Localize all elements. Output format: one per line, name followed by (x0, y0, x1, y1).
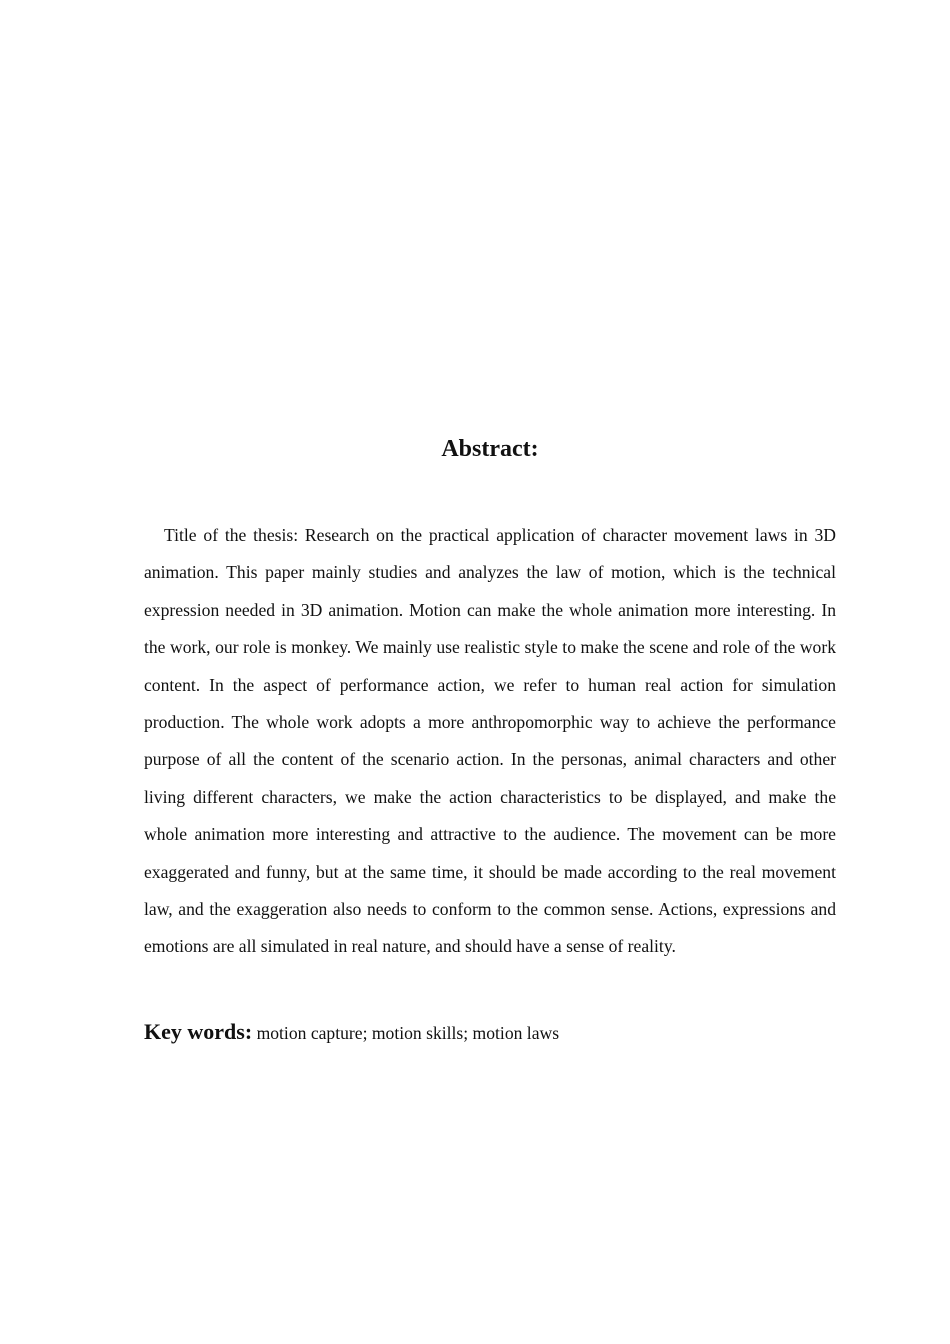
abstract-body: Title of the thesis: Research on the practical application of character movement laws in 3D animation. This paper mainly studies and analyzes the law of motion, which is the technical expression needed in 3D animation. Motion can make the whole animation more interesting. In the work, our role is monkey. We mainly use realistic style to make the scene and role of the work content. In the aspect of performance action, we refer to human real action for simulation production. The whole work adopts a more anthropomorphic way to achieve the performance purpose of all the content of the scenario action. In the personas, animal characters and other living different characters, we make the action characteristics to be displayed, and make the whole animation more interesting and attractive to the audience. The movement can be more exaggerated and funny, but at the same time, it should be made according to the real movement law, and the exaggeration also needs to conform to the common sense. Actions, expressions and emotions are all simulated in real nature, and should have a sense of reality. (144, 525, 836, 957)
abstract-heading: Abstract: (441, 436, 539, 462)
keywords-label: Key words: (144, 1019, 253, 1044)
keywords-line (144, 1015, 836, 1050)
keywords-text: motion capture; motion skills; motion laws (256, 1023, 560, 1043)
